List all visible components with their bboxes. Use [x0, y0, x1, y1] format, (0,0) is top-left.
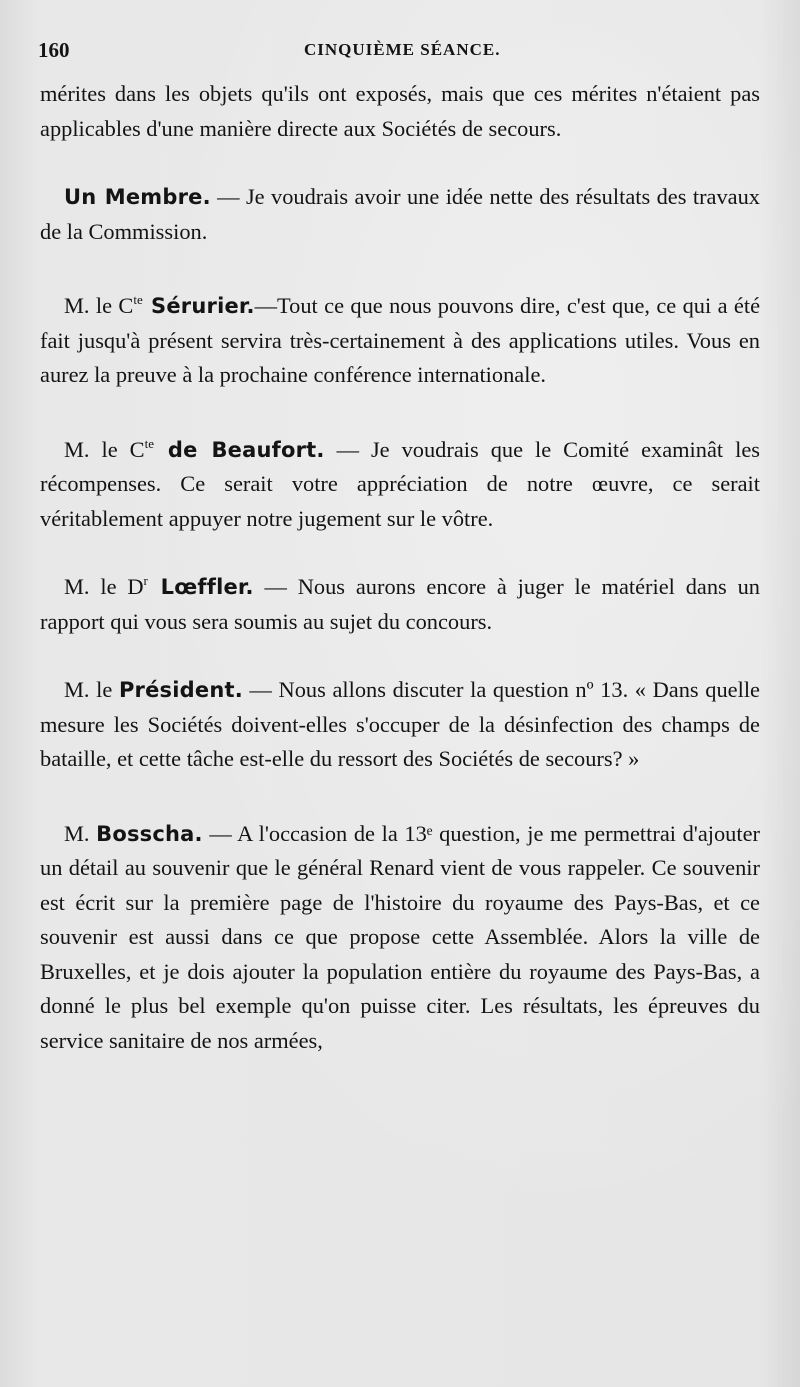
paragraph-text: mérites dans les objets qu'ils ont exposés, mais que ces mérites n'étaient pas applicables d'une manière directe aux Sociétés de secours. — [40, 81, 760, 141]
speaker-prefix: M. le C — [64, 436, 145, 462]
speaker-name: de Beaufort. — [153, 437, 325, 462]
speaker-name: Sérurier. — [142, 294, 255, 318]
speaker-prefix: M. le — [64, 677, 119, 702]
body-text — [40, 77, 760, 1058]
paragraph-spacer — [40, 393, 760, 433]
running-head — [38, 38, 758, 64]
speaker-name: Un Membre. — [64, 185, 211, 209]
paragraph-text: —Tout ce que nous pouvons dire, c'est que, ce qui a été fait jusqu'à présent servira très-certainement à des applications utiles. Vous en aurez la preuve à la prochaine conférence internationale. — [40, 293, 761, 387]
paragraph-loeffler — [40, 570, 760, 639]
paragraph-spacer — [40, 639, 760, 673]
speaker-name: Président. — [118, 678, 243, 702]
paragraph-serurier — [40, 289, 760, 393]
paragraph-president — [40, 673, 760, 777]
paragraph-text: — A l'occasion de la 13ᵉ question, je me permettrai d'ajouter un détail au souvenir que le général Renard vient de vous rappeler. Ce souvenir est écrit sur la première page de l'histoire du royaume des Pays-Bas, et ce souvenir est aussi dans ce que propose cette Assemblée. Alors la ville de Bruxelles, et je dois ajouter la population entière du royaume des Pays-Bas, a donné le plus bel exemple qu'on puisse citer. Les résultats, les épreuves du service sanitaire de nos armées, — [40, 820, 760, 1053]
paragraph-spacer — [40, 146, 760, 180]
paragraph-beaufort — [40, 433, 760, 537]
speaker-title-superscript: r — [143, 573, 148, 588]
section-title: CINQUIÈME SÉANCE. — [304, 40, 501, 59]
paragraph-continuation — [40, 77, 760, 146]
speaker-name: Bosscha. — [96, 821, 203, 846]
paragraph-spacer — [40, 249, 760, 289]
paragraph-text: — Nous allons discuter la question nº 13. « Dans quelle mesure les Sociétés doivent-elles s'occuper de la désinfection des champs de bataille, et cette tâche est-elle du ressort des Sociétés de secours? » — [40, 677, 760, 771]
speaker-title-superscript: te — [144, 435, 154, 451]
speaker-prefix: M. — [64, 820, 97, 846]
paragraph-un-membre — [40, 180, 760, 249]
paragraph-text: — Nous aurons encore à juger le matériel dans un rapport qui vous sera soumis au sujet du concours. — [40, 574, 761, 634]
speaker-prefix: M. le C — [64, 293, 134, 318]
paragraph-text: — Je voudrais que le Comité examinât les récompenses. Ce serait votre appréciation de notre œuvre, ce serait véritablement appuyer notre jugement sur le vôtre. — [40, 436, 760, 531]
speaker-title-superscript: te — [133, 292, 143, 307]
speaker-name: Lœffler. — [147, 575, 254, 599]
paragraph-spacer — [40, 777, 760, 817]
paragraph-spacer — [40, 536, 760, 570]
paragraph-bosscha — [40, 817, 760, 1059]
speaker-prefix: M. le D — [64, 574, 144, 599]
paragraph-text: — Je voudrais avoir une idée nette des résultats des travaux de la Commission. — [40, 184, 760, 244]
page-number: 160 — [38, 38, 70, 62]
